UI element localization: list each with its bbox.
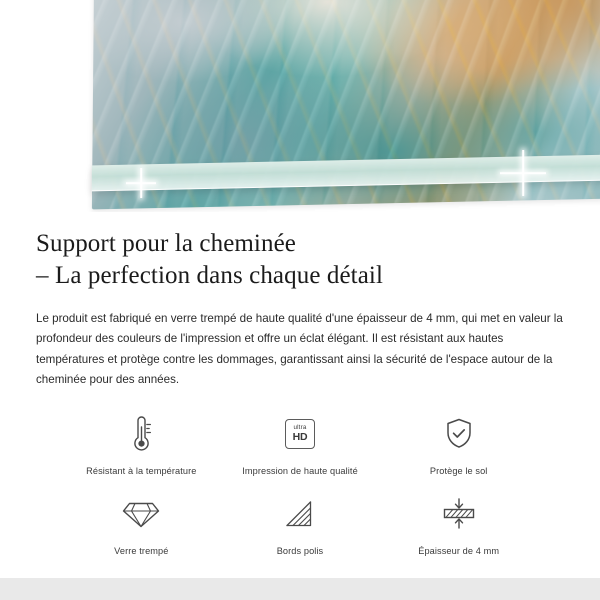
feature-label: Impression de haute qualité	[242, 466, 358, 477]
thermometer-icon	[124, 412, 158, 456]
footer-bar	[0, 578, 600, 600]
badge-bottom-text: HD	[292, 431, 308, 444]
feature-label: Verre trempé	[114, 546, 169, 557]
ultra-hd-icon	[285, 412, 315, 456]
feature-label: Épaisseur de 4 mm	[418, 546, 500, 557]
feature-item-floor-protection	[379, 412, 538, 478]
feature-item-thickness	[379, 492, 538, 558]
feature-label: Bords polis	[276, 546, 324, 557]
product-description: Le produit est fabriqué en verre trempé de haute qualité d'une épaisseur de 4 mm, qui met en valeur la profondeur des couleurs de l'impression et offre un éclat élégant. Il est résistant aux hautes températures et protège contre les dommages, garantissant ainsi la sécurité de l'espace autour de la cheminée pour des années.	[36, 312, 563, 386]
feature-item-polished-edges	[221, 492, 380, 558]
page-title	[36, 228, 564, 291]
feature-label: Protège le sol	[429, 466, 488, 477]
headline-line-2: – La perfection dans chaque détail	[36, 261, 383, 289]
badge-top-text: ultra	[293, 424, 307, 432]
hero-image	[0, 0, 600, 212]
diamond-icon	[122, 492, 160, 536]
feature-label: Résistant à la température	[86, 466, 197, 477]
headline-line-1: Support pour la cheminée	[36, 230, 296, 257]
feature-item-print-quality	[221, 412, 380, 478]
feature-item-tempered-glass	[62, 492, 221, 558]
polished-edges-icon	[282, 492, 318, 536]
feature-grid	[36, 412, 564, 558]
shield-check-icon	[442, 412, 476, 456]
thickness-icon	[439, 492, 479, 536]
content-section	[0, 212, 600, 558]
feature-item-temperature-resistant	[62, 412, 221, 478]
